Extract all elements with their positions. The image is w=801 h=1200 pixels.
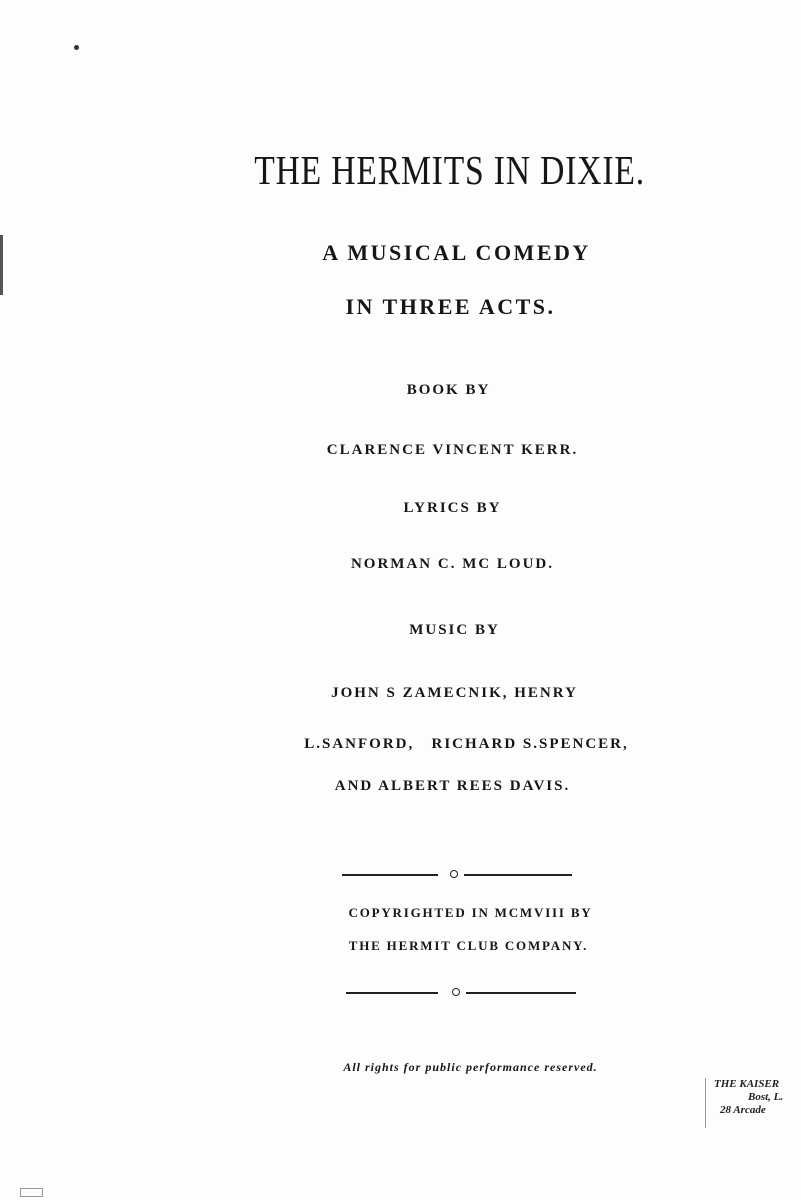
corner-speck <box>74 45 79 50</box>
subtitle-line-2: IN THREE ACTS. <box>345 294 556 319</box>
copyright-line-2: THE HERMIT CLUB COMPANY. <box>348 938 589 953</box>
music-label: MUSIC BY <box>409 622 500 638</box>
document-title: THE HERMITS IN DIXIE. <box>254 147 645 193</box>
music-authors-line-1: JOHN S ZAMECNIK, HENRY <box>331 685 578 701</box>
divider-right-bottom <box>466 992 576 994</box>
subtitle-line-1: A MUSICAL COMEDY <box>322 240 591 265</box>
divider-right-top <box>464 874 572 876</box>
lyrics-author: NORMAN C. MC LOUD. <box>350 556 555 572</box>
divider-left-bottom <box>346 992 438 994</box>
divider-ornament-bottom <box>452 988 460 996</box>
stamp-line-3: 28 Arcade <box>720 1104 766 1116</box>
rights-note: All rights for public performance reserved. <box>343 1060 598 1074</box>
edge-mark <box>0 235 3 295</box>
divider-left-top <box>342 874 438 876</box>
divider-ornament-top <box>450 870 458 878</box>
copyright-line-1: COPYRIGHTED IN MCMVIII BY <box>348 905 593 920</box>
music-authors-line-2: L.SANFORD, RICHARD S.SPENCER, <box>304 736 629 752</box>
lyrics-label: LYRICS BY <box>403 500 502 516</box>
music-authors-line-3: AND ALBERT REES DAVIS. <box>334 778 571 794</box>
stamp-line-1: THE KAISER <box>714 1078 780 1090</box>
library-stamp <box>705 1078 801 1128</box>
stamp-line-2: Bost, L. <box>748 1091 784 1103</box>
footer-label <box>20 1188 43 1197</box>
book-author: CLARENCE VINCENT KERR. <box>326 442 579 458</box>
book-label: BOOK BY <box>406 382 491 398</box>
